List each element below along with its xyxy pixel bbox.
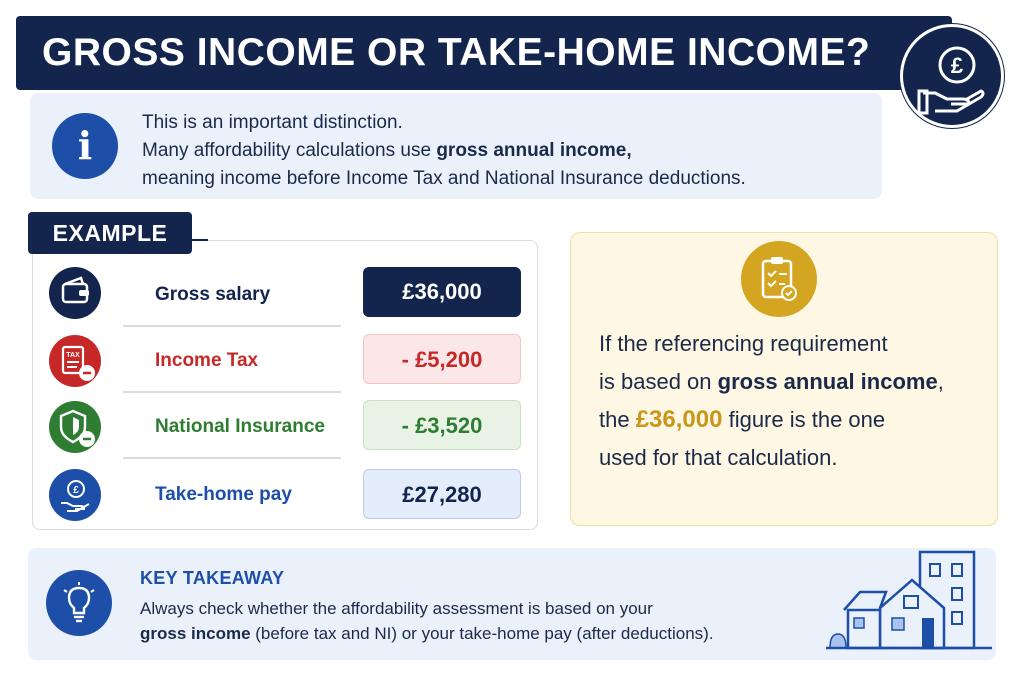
amount-take-home-pay: £27,280 [363,469,521,519]
amount-national-insurance: - £3,520 [363,400,521,450]
info-text [142,109,746,193]
hand-coin-icon [49,469,101,521]
takeaway-text: Always check whether the affordability assessment is based on your gross income (before tax and NI) or your take-home pay (after deductions). [140,599,714,643]
clipboard-check-icon [741,241,817,317]
svg-text:TAX: TAX [66,352,80,359]
example-panel [32,240,538,530]
info-line-1: This is an important distinction. [142,112,403,133]
info-box [30,93,882,199]
amount-income-tax: - £5,200 [363,334,521,384]
row-divider [123,391,341,393]
shield-icon [49,401,101,453]
wallet-icon [49,267,101,319]
info-line-3: meaning income before Income Tax and National Insurance deductions. [142,168,746,189]
referencing-note-text: If the referencing requirement is based on gross annual income, the £36,000 figure is the one used for that calculation. [599,331,944,470]
info-line-2: Many affordability calculations use gross annual income, [142,140,632,161]
svg-text:£: £ [950,53,964,78]
takeaway-title: KEY TAKEAWAY [140,568,285,588]
lightbulb-icon [46,570,112,636]
row-label-take-home-pay: Take-home pay [155,484,292,505]
row-divider [123,457,341,459]
example-tag-underline [192,239,208,241]
hand-coin-badge [900,24,1004,128]
hand-coin-icon [917,41,993,117]
key-takeaway-box [28,548,996,660]
row-label-income-tax: Income Tax [155,350,259,371]
page-title: GROSS INCOME OR TAKE-HOME INCOME? [42,31,871,74]
amount-gross-salary: £36,000 [363,267,521,317]
row-label-gross-salary: Gross salary [155,284,271,305]
title-banner [16,16,952,90]
example-tag: EXAMPLE [28,212,192,254]
svg-text:£: £ [73,485,79,496]
info-icon: i [52,113,118,179]
row-divider [123,325,341,327]
tax-document-icon [49,335,101,387]
row-label-national-insurance: National Insurance [155,416,325,437]
referencing-note-panel [570,232,998,526]
houses-illustration-icon [826,548,996,660]
